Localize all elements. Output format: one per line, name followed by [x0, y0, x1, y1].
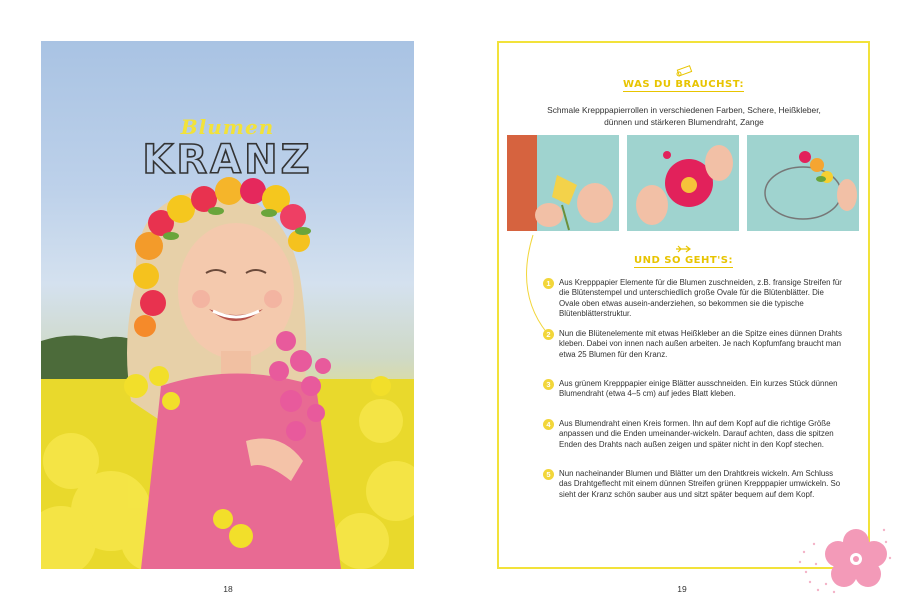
- step-number: 5: [543, 469, 554, 480]
- flower-decoration-icon: [796, 522, 896, 597]
- step-photo-2: [627, 135, 739, 231]
- step-text: Aus Krepppapier Elemente für die Blumen zuschneiden, z.B. fransige Streifen für die Blütenstempel und unterschiedlich große Ovale für die Blütenblätter. Die Ovale oben etwas ausein-anderziehen, so bekommen sie die typische Blütenblätterstruktur.: [559, 278, 842, 319]
- step-photo-3: [747, 135, 859, 231]
- step-number: 2: [543, 329, 554, 340]
- instructions-frame: [497, 41, 870, 569]
- step-number: 4: [543, 419, 554, 430]
- page-number-right: 19: [677, 584, 687, 594]
- title-script: Blumen: [180, 115, 275, 139]
- step-text: Nun die Blütenelemente mit etwas Heißkleber an die Spitze eines dünnen Drahts kleben. Dabei von innen nach außen arbeiten. Je nach Kopfumfang braucht man etwa 25 Blumen für den Kranz.: [559, 329, 842, 359]
- needs-section: [499, 65, 868, 90]
- step-text: Nun nacheinander Blumen und Blätter um den Drahtkreis wickeln. Am Schluss das Drahtgeflecht mit einem dünnen Streifen grünen Krepppapier umwickeln. So sieht der Kranz schön sauber aus und sitzt später bequem auf dem Kopf.: [559, 469, 841, 499]
- step-text: Aus grünem Krepppapier einige Blätter ausschneiden. Ein kurzes Stück dünnen Blumendraht (etwa 4–5 cm) auf jedes Blatt kleben.: [559, 379, 838, 399]
- how-section: [499, 245, 868, 266]
- needs-text: Schmale Krepppapierrollen in verschiedenen Farben, Schere, Heißkleber, dünnen und stärkeren Blumendraht, Zange: [547, 105, 821, 127]
- needs-heading: WAS DU BRAUCHST:: [623, 79, 744, 90]
- step-number: 1: [543, 278, 554, 289]
- step-number: 3: [543, 379, 554, 390]
- step-photo-1: [507, 135, 619, 231]
- scissors-ruler-icon: [675, 65, 693, 77]
- page-title: KRANZ: [142, 137, 313, 183]
- page-number-left: 18: [223, 584, 233, 594]
- how-heading: UND SO GEHT'S:: [634, 255, 733, 266]
- step-text: Aus Blumendraht einen Kreis formen. Ihn auf dem Kopf auf die richtige Größe anpassen und die Enden umeinander-wickeln. Darauf achten, dass die spitzen Enden des Drahts nach außen zeigen und später nicht in den Kopf stechen.: [559, 419, 834, 449]
- arrow-icon: [675, 245, 693, 253]
- cover-photo: [41, 41, 414, 569]
